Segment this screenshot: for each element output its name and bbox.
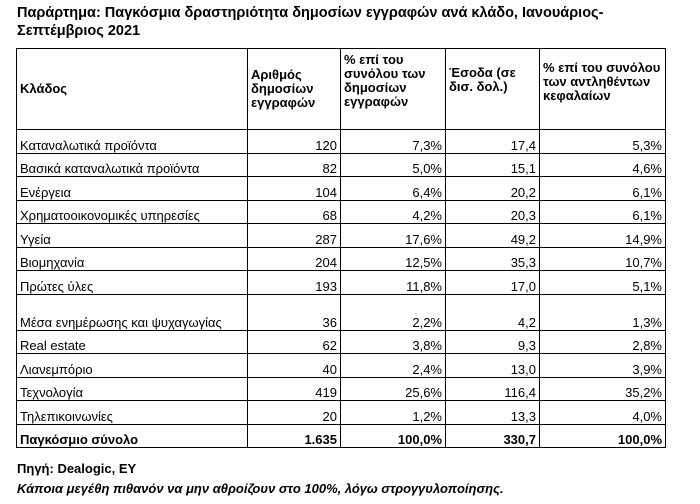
cell-value: 10,7% xyxy=(540,247,666,271)
table-row xyxy=(17,354,666,378)
cell-sector: Πρώτες ύλες xyxy=(17,271,248,295)
cell-value: 5,3% xyxy=(540,130,666,154)
table-row xyxy=(17,130,666,154)
cell-total-value: 100,0% xyxy=(540,424,666,448)
cell-value: 49,2 xyxy=(446,224,540,248)
rounding-note: Κάποια μεγέθη πιθανόν να μην αθροίζουν στο 100%, λόγω στρογγυλοποίησης. xyxy=(17,481,504,496)
table-row xyxy=(17,177,666,201)
cell-value: 1,3% xyxy=(540,294,666,330)
cell-value: 419 xyxy=(248,377,341,401)
cell-value: 5,0% xyxy=(341,153,446,177)
cell-value: 6,4% xyxy=(341,177,446,201)
cell-sector: Χρηματοοικονομικές υπηρεσίες xyxy=(17,200,248,224)
cell-sector: Ενέργεια xyxy=(17,177,248,201)
cell-value: 17,0 xyxy=(446,271,540,295)
cell-value: 3,8% xyxy=(341,330,446,354)
source-note: Πηγή: Dealogic, EY xyxy=(17,461,137,476)
cell-value: 4,2 xyxy=(446,294,540,330)
cell-value: 20,2 xyxy=(446,177,540,201)
table-row xyxy=(17,247,666,271)
cell-sector: Τηλεπικοινωνίες xyxy=(17,401,248,425)
cell-value: 4,0% xyxy=(540,401,666,425)
table-header-row xyxy=(17,49,666,130)
cell-value: 2,2% xyxy=(341,294,446,330)
cell-value: 2,8% xyxy=(540,330,666,354)
cell-value: 9,3 xyxy=(446,330,540,354)
header-sector: Κλάδος xyxy=(17,49,248,130)
cell-value: 1,2% xyxy=(341,401,446,425)
table-row xyxy=(17,200,666,224)
cell-value: 68 xyxy=(248,200,341,224)
cell-value: 4,6% xyxy=(540,153,666,177)
cell-value: 193 xyxy=(248,271,341,295)
table-row xyxy=(17,330,666,354)
cell-value: 82 xyxy=(248,153,341,177)
cell-sector: Τεχνολογία xyxy=(17,377,248,401)
cell-sector: Real estate xyxy=(17,330,248,354)
cell-value: 6,1% xyxy=(540,177,666,201)
cell-sector: Λιανεμπόριο xyxy=(17,354,248,378)
cell-value: 17,4 xyxy=(446,130,540,154)
cell-value: 5,1% xyxy=(540,271,666,295)
cell-value: 3,9% xyxy=(540,354,666,378)
table-row xyxy=(17,377,666,401)
cell-value: 6,1% xyxy=(540,200,666,224)
cell-value: 36 xyxy=(248,294,341,330)
cell-value: 20,3 xyxy=(446,200,540,224)
cell-total-value: 330,7 xyxy=(446,424,540,448)
cell-total-label: Παγκόσμιο σύνολο xyxy=(17,424,248,448)
cell-value: 120 xyxy=(248,130,341,154)
cell-value: 35,3 xyxy=(446,247,540,271)
cell-value: 104 xyxy=(248,177,341,201)
header-proceeds-share: % επί του συνόλου των αντληθέντων κεφαλαίων xyxy=(540,49,666,130)
cell-value: 20 xyxy=(248,401,341,425)
header-proceeds: Έσοδα (σε δισ. δολ.) xyxy=(446,49,540,130)
cell-sector: Μέσα ενημέρωσης και ψυχαγωγίας xyxy=(17,294,248,330)
cell-value: 11,8% xyxy=(341,271,446,295)
ipo-by-sector-table xyxy=(16,48,666,448)
table-row xyxy=(17,153,666,177)
cell-value: 17,6% xyxy=(341,224,446,248)
table-row xyxy=(17,271,666,295)
cell-total-value: 1.635 xyxy=(248,424,341,448)
table-row xyxy=(17,224,666,248)
table-total-row xyxy=(17,424,666,448)
cell-value: 4,2% xyxy=(341,200,446,224)
cell-total-value: 100,0% xyxy=(341,424,446,448)
cell-sector: Βιομηχανία xyxy=(17,247,248,271)
cell-value: 7,3% xyxy=(341,130,446,154)
cell-value: 116,4 xyxy=(446,377,540,401)
document-title: Παράρτημα: Παγκόσμια δραστηριότητα δημοσίων εγγραφών ανά κλάδο, Ιανουάριος-Σεπτέμβριος 2021 xyxy=(17,5,604,39)
cell-value: 13,3 xyxy=(446,401,540,425)
cell-value: 287 xyxy=(248,224,341,248)
cell-sector: Βασικά καταναλωτικά προϊόντα xyxy=(17,153,248,177)
cell-value: 40 xyxy=(248,354,341,378)
cell-value: 35,2% xyxy=(540,377,666,401)
cell-value: 15,1 xyxy=(446,153,540,177)
table-row xyxy=(17,401,666,425)
header-ipo-count: Αριθμός δημοσίων εγγραφών xyxy=(248,49,341,130)
cell-value: 25,6% xyxy=(341,377,446,401)
cell-sector: Υγεία xyxy=(17,224,248,248)
cell-value: 12,5% xyxy=(341,247,446,271)
cell-value: 2,4% xyxy=(341,354,446,378)
cell-value: 14,9% xyxy=(540,224,666,248)
cell-value: 13,0 xyxy=(446,354,540,378)
cell-value: 204 xyxy=(248,247,341,271)
table-row xyxy=(17,294,666,330)
cell-sector: Καταναλωτικά προϊόντα xyxy=(17,130,248,154)
header-ipo-share: % επί του συνόλου των δημοσίων εγγραφών xyxy=(341,49,446,130)
cell-value: 62 xyxy=(248,330,341,354)
